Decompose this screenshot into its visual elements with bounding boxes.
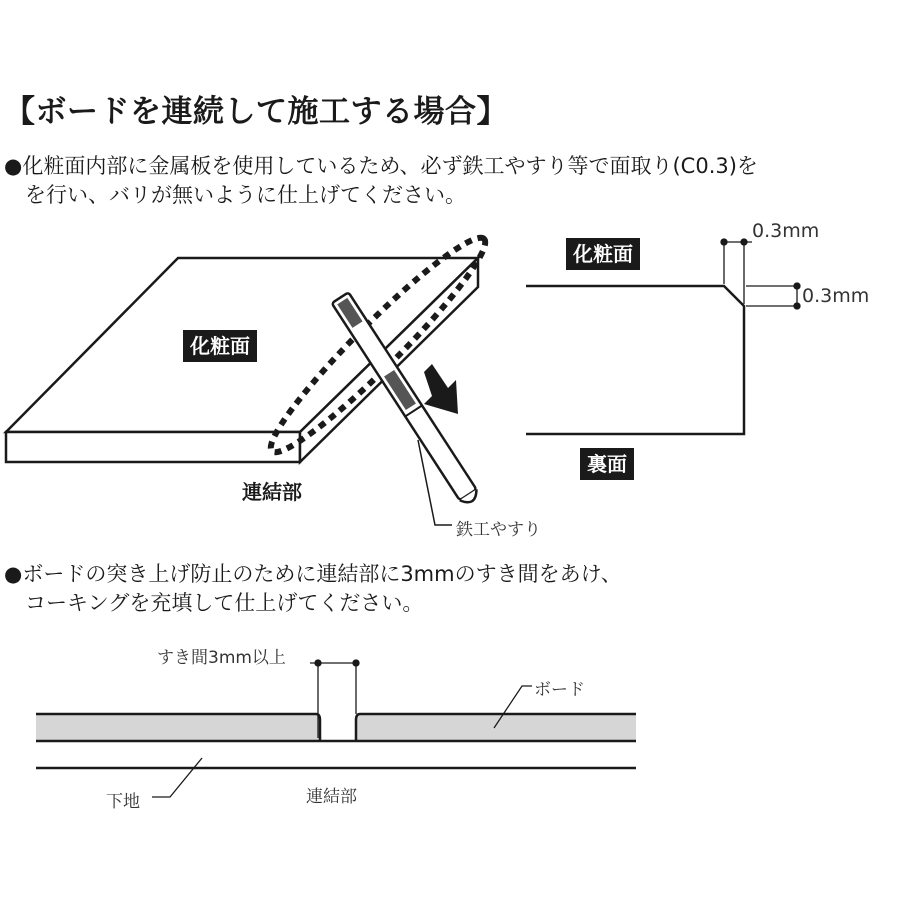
dimension-vertical-label: 0.3mm [802, 285, 870, 307]
joint-label: 連結部 [242, 480, 302, 504]
back-label-tag: 裏面 [580, 448, 634, 480]
chamfer-cross-section [526, 286, 744, 434]
face-label-tag: 化粧面 [183, 330, 257, 362]
gap-dimension-lines [310, 660, 359, 738]
base-leader-line [152, 758, 202, 797]
base-label: 下地 [106, 792, 140, 812]
face-label-tag-section: 化粧面 [566, 238, 640, 270]
page-title: 【ボードを連続して施工する場合】 [4, 94, 508, 130]
instruction-1-line-1: ●化粧面内部に金属板を使用しているため、必ず鉄工やすり等で面取り(C0.3)を [4, 154, 758, 178]
direction-arrow [424, 364, 458, 414]
chamfer-dimension-lines [721, 239, 800, 309]
instruction-2-line-2: コーキングを充填して仕上げてください。 [4, 591, 424, 615]
joint-gap-section [36, 714, 636, 768]
instruction-1-line-2: を行い、バリが無いように仕上げてください。 [4, 183, 466, 207]
joint-label-bottom: 連結部 [306, 787, 357, 807]
file-label: 鉄工やすり [456, 520, 541, 540]
board-label: ボード [534, 680, 585, 700]
instruction-2-line-1: ●ボードの突き上げ防止のために連結部に3mmのすき間をあけ、 [4, 562, 622, 586]
instruction-2 [4, 560, 622, 618]
dimension-horizontal-label: 0.3mm [752, 220, 820, 242]
gap-label: すき間3mm以上 [157, 648, 286, 668]
